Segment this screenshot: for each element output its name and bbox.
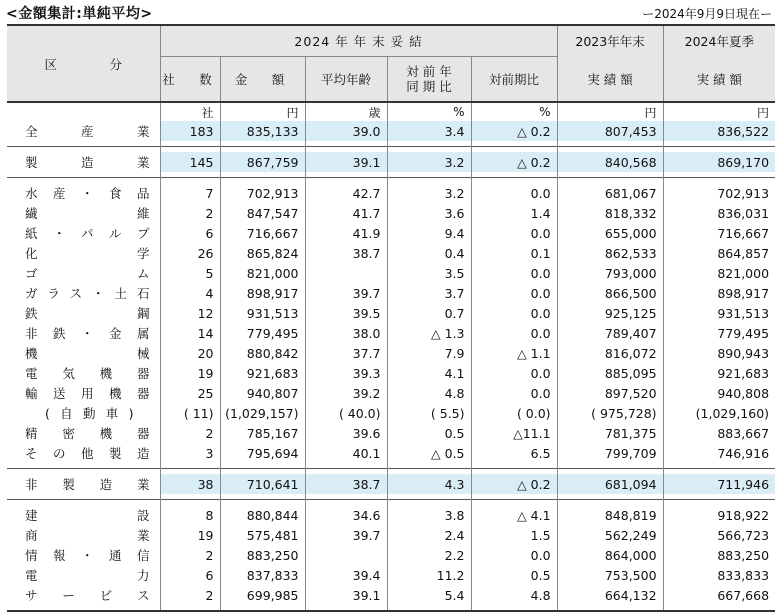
cell-value: 921,683: [663, 363, 775, 383]
cell-value: △ 0.2: [471, 121, 557, 141]
cell-value: 3.6: [387, 203, 471, 223]
row-label: 繊維: [25, 206, 150, 221]
cell-value: 42.7: [305, 183, 387, 203]
table-row: [7, 565, 775, 585]
cell-value: 2.4: [387, 525, 471, 545]
cell-value: 931,513: [663, 303, 775, 323]
cell-value: 918,922: [663, 505, 775, 525]
cell-value: 0.0: [471, 323, 557, 343]
cell-value: 836,522: [663, 121, 775, 141]
cell-value: 38.0: [305, 323, 387, 343]
table-row: [7, 323, 775, 343]
cell-value: 864,000: [557, 545, 663, 565]
cell-value: 5.4: [387, 585, 471, 605]
cell-value: 848,819: [557, 505, 663, 525]
cell-value: 702,913: [663, 183, 775, 203]
row-label: 非製造業: [25, 477, 150, 492]
unit-cell: 円: [220, 102, 305, 121]
cell-value: 779,495: [663, 323, 775, 343]
cell-value: △ 1.1: [471, 343, 557, 363]
cell-value: 0.0: [471, 545, 557, 565]
header-yoy-line2: 同 期 比: [406, 79, 452, 94]
table-row: [7, 203, 775, 223]
header-prev-period-ratio: 対前期比: [471, 57, 557, 103]
cell-value: 0.5: [387, 423, 471, 443]
table-row: [7, 383, 775, 403]
row-label: 情報・通信: [25, 548, 150, 563]
cell-value: 25: [160, 383, 220, 403]
cell-value: 779,495: [220, 323, 305, 343]
row-label: 非鉄・金属: [25, 326, 150, 341]
cell-value: 816,072: [557, 343, 663, 363]
header-result-2024s: 実 績 額: [663, 57, 775, 103]
cell-value: 3.2: [387, 152, 471, 172]
row-label: 電気機器: [25, 366, 150, 381]
header-yoy: [387, 57, 471, 103]
unit-cell: %: [387, 102, 471, 121]
cell-value: 681,067: [557, 183, 663, 203]
cell-value: 4.1: [387, 363, 471, 383]
cell-value: ( 975,728): [557, 403, 663, 423]
cell-value: 789,407: [557, 323, 663, 343]
table-row: [7, 443, 775, 463]
header-group-2024: 2024 年 年 末 妥 結: [160, 25, 557, 57]
table-row: [7, 283, 775, 303]
cell-value: 0.7: [387, 303, 471, 323]
cell-value: △ 0.2: [471, 152, 557, 172]
header-amount: 金 額: [220, 57, 305, 103]
cell-value: 37.7: [305, 343, 387, 363]
cell-value: △ 1.3: [387, 323, 471, 343]
table-row: [7, 423, 775, 443]
cell-value: 39.5: [305, 303, 387, 323]
as-of-date: ー2024年9月9日現在ー: [642, 7, 772, 21]
table-row: [7, 474, 775, 494]
cell-value: 807,453: [557, 121, 663, 141]
cell-value: 0.1: [471, 243, 557, 263]
unit-cell: 社: [160, 102, 220, 121]
page-title: <金額集計:単純平均>: [6, 6, 153, 22]
cell-value: 0.0: [471, 363, 557, 383]
cell-value: 14: [160, 323, 220, 343]
cell-value: 0.5: [471, 565, 557, 585]
table-row: [7, 505, 775, 525]
cell-value: 865,824: [220, 243, 305, 263]
cell-value: 39.0: [305, 121, 387, 141]
table-row: [7, 525, 775, 545]
cell-value: 753,500: [557, 565, 663, 585]
cell-value: 785,167: [220, 423, 305, 443]
cell-value: 38: [160, 474, 220, 494]
cell-value: 897,520: [557, 383, 663, 403]
unit-cell: %: [471, 102, 557, 121]
cell-value: 1.4: [471, 203, 557, 223]
cell-value: ( 5.5): [387, 403, 471, 423]
row-label: 精密機器: [25, 426, 150, 441]
cell-value: 34.6: [305, 505, 387, 525]
unit-cell: 円: [557, 102, 663, 121]
cell-value: 833,833: [663, 565, 775, 585]
cell-value: 6.5: [471, 443, 557, 463]
header-companies: 社 数: [160, 57, 220, 103]
cell-value: 39.7: [305, 283, 387, 303]
cell-value: 3.4: [387, 121, 471, 141]
row-label: 機械: [25, 346, 150, 361]
cell-value: 702,913: [220, 183, 305, 203]
cell-value: (1,029,160): [663, 403, 775, 423]
row-label: (自動車): [45, 406, 134, 421]
cell-value: 1.5: [471, 525, 557, 545]
cell-value: 867,759: [220, 152, 305, 172]
row-label: 水産・食品: [25, 186, 150, 201]
cell-value: 883,250: [220, 545, 305, 565]
cell-value: 795,694: [220, 443, 305, 463]
cell-value: 3.2: [387, 183, 471, 203]
cell-value: (1,029,157): [220, 403, 305, 423]
cell-value: 562,249: [557, 525, 663, 545]
cell-value: 2: [160, 423, 220, 443]
cell-value: 20: [160, 343, 220, 363]
cell-value: 8: [160, 505, 220, 525]
row-label: 建設: [25, 508, 150, 523]
cell-value: 5: [160, 263, 220, 283]
cell-value: 39.7: [305, 525, 387, 545]
table-row: [7, 243, 775, 263]
cell-value: 667,668: [663, 585, 775, 605]
units-row: [7, 102, 775, 121]
cell-value: 781,375: [557, 423, 663, 443]
cell-value: 183: [160, 121, 220, 141]
cell-value: 793,000: [557, 263, 663, 283]
cell-value: 880,842: [220, 343, 305, 363]
cell-value: 837,833: [220, 565, 305, 585]
row-label: ゴム: [25, 266, 150, 281]
cell-value: 3: [160, 443, 220, 463]
cell-value: 2: [160, 203, 220, 223]
cell-value: 746,916: [663, 443, 775, 463]
cell-value: [305, 545, 387, 565]
cell-value: 4.8: [387, 383, 471, 403]
cell-value: 39.4: [305, 565, 387, 585]
header-avg-age: 平均年齢: [305, 57, 387, 103]
cell-value: 866,500: [557, 283, 663, 303]
cell-value: ( 11): [160, 403, 220, 423]
table-row: [7, 585, 775, 605]
cell-value: 39.3: [305, 363, 387, 383]
cell-value: 145: [160, 152, 220, 172]
cell-value: 883,250: [663, 545, 775, 565]
cell-value: [305, 263, 387, 283]
row-label: ガラス・土石: [25, 286, 150, 301]
cell-value: 7: [160, 183, 220, 203]
cell-value: 821,000: [220, 263, 305, 283]
cell-value: 898,917: [663, 283, 775, 303]
header-result-2023: 実 績 額: [557, 57, 663, 103]
row-label: 化学: [25, 246, 150, 261]
header-yoy-line1: 対 前 年: [406, 64, 452, 79]
cell-value: 6: [160, 565, 220, 585]
cell-value: 41.7: [305, 203, 387, 223]
cell-value: 11.2: [387, 565, 471, 585]
cell-value: 6: [160, 223, 220, 243]
cell-value: 898,917: [220, 283, 305, 303]
cell-value: 12: [160, 303, 220, 323]
cell-value: 39.1: [305, 152, 387, 172]
cell-value: △11.1: [471, 423, 557, 443]
cell-value: △ 0.2: [471, 474, 557, 494]
row-label: 全産業: [25, 124, 150, 139]
cell-value: 9.4: [387, 223, 471, 243]
cell-value: 0.0: [471, 263, 557, 283]
cell-value: 2: [160, 545, 220, 565]
wage-table: [7, 24, 775, 612]
cell-value: 716,667: [220, 223, 305, 243]
cell-value: 716,667: [663, 223, 775, 243]
unit-cell: 歳: [305, 102, 387, 121]
header-2023-year-end: 2023年年末: [557, 25, 663, 57]
table-row: [7, 403, 775, 423]
row-label: 紙・パルプ: [25, 226, 150, 241]
table-row: [7, 183, 775, 203]
cell-value: 880,844: [220, 505, 305, 525]
cell-value: 862,533: [557, 243, 663, 263]
cell-value: 0.0: [471, 383, 557, 403]
cell-value: 818,332: [557, 203, 663, 223]
cell-value: 0.0: [471, 183, 557, 203]
cell-value: 883,667: [663, 423, 775, 443]
cell-value: 4.8: [471, 585, 557, 605]
cell-value: 925,125: [557, 303, 663, 323]
header-2024-summer: 2024年夏季: [663, 25, 775, 57]
cell-value: 847,547: [220, 203, 305, 223]
header-category: 区 分: [7, 25, 160, 102]
table-row: [7, 545, 775, 565]
table-row: [7, 343, 775, 363]
table-row: [7, 223, 775, 243]
table-row: [7, 121, 775, 141]
cell-value: 566,723: [663, 525, 775, 545]
cell-value: 799,709: [557, 443, 663, 463]
cell-value: 0.0: [471, 283, 557, 303]
cell-value: 885,095: [557, 363, 663, 383]
cell-value: 940,808: [663, 383, 775, 403]
cell-value: △ 0.5: [387, 443, 471, 463]
cell-value: 39.1: [305, 585, 387, 605]
cell-value: 890,943: [663, 343, 775, 363]
row-label: 商業: [25, 528, 150, 543]
cell-value: 836,031: [663, 203, 775, 223]
cell-value: 38.7: [305, 243, 387, 263]
row-label: 鉄鋼: [25, 306, 150, 321]
cell-value: ( 40.0): [305, 403, 387, 423]
cell-value: 39.2: [305, 383, 387, 403]
cell-value: 821,000: [663, 263, 775, 283]
cell-value: 869,170: [663, 152, 775, 172]
cell-value: 2: [160, 585, 220, 605]
cell-value: 0.4: [387, 243, 471, 263]
cell-value: 4: [160, 283, 220, 303]
table-body: [7, 102, 775, 611]
cell-value: 4.3: [387, 474, 471, 494]
cell-value: 931,513: [220, 303, 305, 323]
cell-value: 40.1: [305, 443, 387, 463]
cell-value: 41.9: [305, 223, 387, 243]
cell-value: 664,132: [557, 585, 663, 605]
cell-value: 699,985: [220, 585, 305, 605]
cell-value: 39.6: [305, 423, 387, 443]
cell-value: 2.2: [387, 545, 471, 565]
cell-value: 0.0: [471, 223, 557, 243]
cell-value: 38.7: [305, 474, 387, 494]
cell-value: 7.9: [387, 343, 471, 363]
unit-cell: 円: [663, 102, 775, 121]
cell-value: 711,946: [663, 474, 775, 494]
cell-value: 26: [160, 243, 220, 263]
row-label: その他製造: [25, 446, 150, 461]
cell-value: 835,133: [220, 121, 305, 141]
cell-value: 921,683: [220, 363, 305, 383]
table-row: [7, 303, 775, 323]
row-label: 輸送用機器: [25, 386, 150, 401]
table-row: [7, 263, 775, 283]
cell-value: 3.5: [387, 263, 471, 283]
table-row: [7, 363, 775, 383]
cell-value: 0.0: [471, 303, 557, 323]
cell-value: 655,000: [557, 223, 663, 243]
table-row: [7, 152, 775, 172]
cell-value: 940,807: [220, 383, 305, 403]
cell-value: 19: [160, 525, 220, 545]
cell-value: 19: [160, 363, 220, 383]
row-label: 電力: [25, 568, 150, 583]
row-label: 製造業: [25, 155, 150, 170]
cell-value: 3.7: [387, 283, 471, 303]
cell-value: ( 0.0): [471, 403, 557, 423]
cell-value: 864,857: [663, 243, 775, 263]
cell-value: 840,568: [557, 152, 663, 172]
cell-value: 681,094: [557, 474, 663, 494]
cell-value: △ 4.1: [471, 505, 557, 525]
cell-value: 575,481: [220, 525, 305, 545]
cell-value: 710,641: [220, 474, 305, 494]
cell-value: 3.8: [387, 505, 471, 525]
row-label: サービス: [25, 588, 150, 603]
units-label-cell: [7, 102, 160, 121]
